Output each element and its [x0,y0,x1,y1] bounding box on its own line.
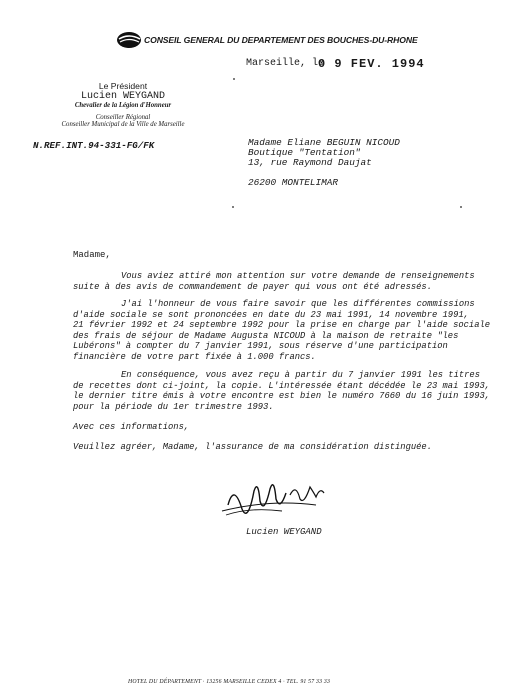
scan-speck [460,206,462,208]
paragraph-request [73,271,475,292]
recipient-city: 26200 MONTELIMAR [248,177,339,188]
handwritten-signature [220,465,330,525]
scan-speck [232,206,234,208]
sender-role-regional: Conseiller Régional [95,114,151,121]
footer-address: HOTEL DU DÉPARTEMENT · 13256 MARSEILLE CEDEX 4 · TEL. 91 57 33 33 [128,679,331,685]
sender-role-municipal: Conseiller Municipal de la Ville de Marseille [61,121,185,128]
recipient-shop: Boutique "Tentation" [248,147,361,158]
body-line: Vous aviez attiré mon attention sur votre demande de renseignements [121,271,475,281]
body-line: J'ai l'honneur de vous faire savoir que les différentes commissions [121,299,475,309]
body-line: pour la période du 1er trimestre 1993. [73,401,274,412]
paragraph-closing [73,442,433,453]
sender-name: Lucien WEYGAND [80,91,165,102]
body-line: financière de votre part fixée à 1.000 francs. [73,351,316,362]
paragraph-commissions [73,299,491,362]
signatory-name: Lucien WEYGAND [246,527,322,537]
sender-title: Le Président [98,81,148,91]
sender-role-legion: Chevalier de la Légion d'Honneur [74,102,172,109]
body-line: En conséquence, vous avez reçu à partir du 7 janvier 1991 les titres [121,370,480,380]
body-line: de recettes dont ci-joint, la copie. L'intéressée étant décédée le 23 mai 1993, [73,380,491,391]
department-logo-icon [116,31,142,49]
body-line: des frais de séjour de Madame Augusta NICOUD à la maison de retraite "les [73,330,459,341]
reference-number: N.REF.INT.94-331-FG/FK [33,140,155,151]
paragraph-information [73,422,433,433]
body-line: Avec ces informations, [73,422,190,432]
body-line: 21 février 1992 et 24 septembre 1992 pour la prise en charge par l'aide sociale [73,320,491,330]
organization-name: CONSEIL GENERAL DU DEPARTEMENT DES BOUCHES-DU-RHONE [144,35,418,45]
paragraph-consequence [73,370,491,412]
body-line: le dernier titre émis à votre encontre est bien le numéro 7660 du 16 juin 1993, [73,391,491,401]
recipient-name: Madame Eliane BEGUIN NICOUD [248,137,400,148]
date-stamp: 0 9 FEV. 1994 [318,57,425,71]
body-line: d'aide sociale se sont prononcées en date du 23 mai 1991, 14 novembre 1991, [73,309,469,320]
salutation: Madame, [73,250,111,260]
city-date-prefix: Marseille, le [246,58,325,69]
scan-speck [233,78,235,80]
body-line: Veuillez agréer, Madame, l'assurance de ma considération distinguée. [73,442,432,452]
body-line: suite à des avis de commandement de payer qui vous ont été adressés. [73,281,432,292]
body-line: Lubérons" à compter du 7 janvier 1991, sous réserve d'une participation [73,341,448,351]
recipient-street: 13, rue Raymond Daujat [248,157,372,168]
